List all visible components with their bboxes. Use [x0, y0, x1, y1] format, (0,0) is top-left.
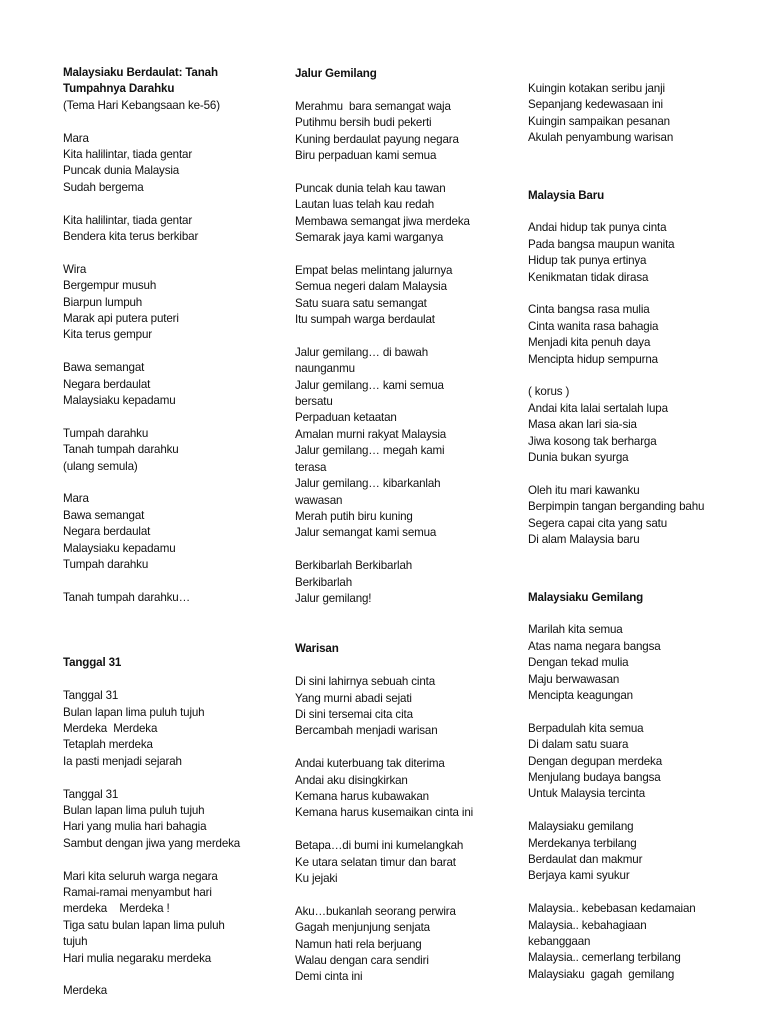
stanza [295, 674, 505, 740]
column-3 [528, 81, 748, 983]
stanza [63, 787, 278, 853]
lyric-line: Malaysiaku kepadamu [63, 394, 176, 408]
lyric-line: naunganmu [295, 362, 355, 376]
stanza [63, 869, 278, 967]
lyric-line: wawasan [295, 493, 343, 507]
song-spacer [528, 147, 748, 188]
stanza [63, 131, 278, 197]
lyric-line: Semarak jaya kami warganya [295, 231, 444, 245]
song-title [528, 590, 748, 606]
lyric-line: Sambut dengan jiwa yang merdeka [63, 836, 241, 850]
lyric-line: Untuk Malaysia tercinta [528, 787, 646, 801]
stanza [528, 622, 748, 704]
title-spacer [63, 114, 278, 130]
lyric-line: Jalur semangat kami semua [295, 526, 437, 540]
song-title [63, 65, 278, 98]
lyric-line: Gagah menjunjung senjata [295, 921, 430, 935]
lyric-line: Merdeka Merdeka [63, 721, 158, 735]
stanza [528, 384, 748, 466]
lyric-line: Mara [63, 131, 89, 145]
lyric-line: Tanah tumpah darahku… [63, 590, 191, 604]
lyric-line: Mari kita seluruh warga negara [63, 869, 218, 883]
lyric-line: Andai kita lalai sertalah lupa [528, 401, 668, 415]
song-title-line: Tanggal 31 [63, 656, 122, 670]
stanza [295, 99, 505, 165]
lyric-line: Membawa semangat jiwa merdeka [295, 214, 470, 228]
lyric-line: Empat belas melintang jalurnya [295, 263, 453, 277]
stanza [63, 590, 278, 606]
lyric-line: Dengan tekad mulia [528, 656, 629, 670]
lyric-line: Dengan degupan merdeka [528, 754, 662, 768]
lyric-line: Sudah bergema [63, 180, 144, 194]
song-title [63, 655, 278, 671]
stanza [528, 302, 748, 368]
lyric-line: Itu sumpah warga berdaulat [295, 313, 435, 327]
lyric-line: Betapa…di bumi ini kumelangkah [295, 839, 464, 853]
lyric-line: Perpaduan ketaatan [295, 411, 397, 425]
lyric-line: Bercambah menjadi warisan [295, 724, 438, 738]
lyric-line: bersatu [295, 395, 333, 409]
lyric-line: Jalur gemilang… megah kami [295, 444, 445, 458]
lyric-line: Hari mulia negaraku merdeka [63, 951, 212, 965]
lyric-line: Satu suara satu semangat [295, 296, 427, 310]
stanza [528, 901, 748, 983]
song-title-line: Malaysiaku Gemilang [528, 590, 644, 604]
stanza [528, 220, 748, 286]
song-malaysia-baru [528, 188, 748, 549]
lyric-line: Bulan lapan lima puluh tujuh [63, 705, 205, 719]
stanza [295, 756, 505, 822]
lyric-line: Di dalam satu suara [528, 738, 629, 752]
lyric-line: Ke utara selatan timur dan barat [295, 855, 456, 869]
lyric-line: Lautan luas telah kau redah [295, 198, 435, 212]
stanza [528, 81, 748, 147]
lyric-line: Berkibarlah [295, 575, 352, 589]
stanza [63, 360, 278, 409]
stanza [528, 721, 748, 803]
lyric-line: Jalur gemilang… kibarkanlah [295, 477, 441, 491]
lyric-line: Bawa semangat [63, 361, 145, 375]
stanza [63, 426, 278, 475]
stanza [63, 688, 278, 770]
column-2 [295, 66, 505, 986]
lyric-line: Bendera kita terus berkibar [63, 230, 199, 244]
lyric-line: Tetaplah merdeka [63, 738, 153, 752]
lyric-line: Jalur gemilang… kami semua [295, 378, 444, 392]
lyric-line: Berpimpin tangan berganding bahu [528, 500, 705, 514]
lyric-line: Maju berwawasan [528, 672, 620, 686]
stanza [63, 491, 278, 573]
lyric-line: Kuingin kotakan seribu janji [528, 82, 665, 95]
lyric-line: Menjulang budaya bangsa [528, 770, 661, 784]
lyric-line: Walau dengan cara sendiri [295, 953, 429, 967]
stanza [528, 483, 748, 549]
lyric-line: Di sini lahirnya sebuah cinta [295, 675, 436, 689]
lyric-line: Malaysia.. cemerlang terbilang [528, 951, 681, 965]
lyric-line: Kita halilintar, tiada gentar [63, 213, 193, 227]
stanza [295, 558, 505, 607]
lyric-line: Cinta wanita rasa bahagia [528, 319, 659, 333]
lyric-line: Andai hidup tak punya cinta [528, 221, 667, 235]
lyric-line: Kita halilintar, tiada gentar [63, 148, 193, 162]
lyric-line: Kuingin sampaikan pesanan [528, 114, 670, 128]
lyric-line: Tanggal 31 [63, 787, 119, 801]
lyric-line: Andai kuterbuang tak diterima [295, 757, 445, 771]
lyric-line: Bulan lapan lima puluh tujuh [63, 803, 205, 817]
lyric-line: Merahmu bara semangat waja [295, 99, 451, 113]
lyric-line: Pada bangsa maupun wanita [528, 237, 675, 251]
lyric-line: Andai aku disingkirkan [295, 773, 408, 787]
lyric-line: Putihmu bersih budi pekerti [295, 116, 432, 130]
lyric-line: Biarpun lumpuh [63, 295, 143, 309]
song-continued [528, 81, 748, 147]
song-title-line: Jalur Gemilang [295, 67, 377, 80]
lyric-line: (ulang semula) [63, 459, 138, 473]
song-title-line: Tumpahnya Darahku [63, 82, 175, 96]
stanza [295, 345, 505, 542]
lyric-line: Demi cinta ini [295, 970, 363, 984]
lyric-line: Hidup tak punya ertinya [528, 254, 647, 268]
lyric-line: Tanggal 31 [63, 689, 119, 703]
stanza [295, 181, 505, 247]
title-spacer [528, 204, 748, 220]
stanza [295, 904, 505, 986]
lyric-line: Kuning berdaulat payung negara [295, 132, 459, 146]
lyric-line: Berpadulah kita semua [528, 721, 644, 735]
title-spacer [295, 82, 505, 98]
lyric-line: Bawa semangat [63, 508, 145, 522]
lyric-line: Jalur gemilang! [295, 591, 372, 605]
lyric-line: Amalan murni rakyat Malaysia [295, 427, 447, 441]
stanza [295, 838, 505, 887]
lyric-line: Tanah tumpah darahku [63, 443, 179, 457]
lyric-line: Mencipta hidup sempurna [528, 352, 658, 366]
lyric-line: Merdekanya terbilang [528, 836, 637, 850]
lyric-line: Mara [63, 492, 89, 506]
lyric-line: Merah putih biru kuning [295, 509, 413, 523]
lyric-line: Kenikmatan tidak dirasa [528, 270, 649, 284]
lyric-line: Mencipta keagungan [528, 688, 633, 702]
lyric-line: Malaysiaku kepadamu [63, 541, 176, 555]
lyric-line: Merdeka [63, 984, 108, 998]
lyric-line: Namun hati rela berjuang [295, 937, 422, 951]
lyric-line: Masa akan lari sia-sia [528, 418, 637, 432]
lyric-line: Tiga satu bulan lapan lima puluh [63, 918, 225, 932]
lyric-line: Kemana harus kubawakan [295, 789, 429, 803]
song-jalur-gemilang [295, 66, 505, 607]
lyric-line: Cinta bangsa rasa mulia [528, 303, 650, 317]
lyric-line: Yang murni abadi sejati [295, 691, 412, 705]
lyric-line: Dunia bukan syurga [528, 451, 629, 465]
song-spacer [295, 607, 505, 641]
lyric-line: Di sini tersemai cita cita [295, 707, 413, 721]
lyric-line: Di alam Malaysia baru [528, 533, 640, 547]
lyric-line: Tumpah darahku [63, 558, 149, 572]
lyric-line: Puncak dunia Malaysia [63, 164, 180, 178]
song-title [295, 641, 505, 657]
lyric-line: Biru perpaduan kami semua [295, 149, 437, 163]
lyric-line: Malaysia.. kebebasan kedamaian [528, 902, 696, 916]
song-title [295, 66, 505, 82]
song-malaysiaku-gemilang [528, 590, 748, 984]
lyric-line: Marilah kita semua [528, 623, 623, 637]
lyric-line: Ramai-ramai menyambut hari [63, 885, 212, 899]
lyric-line: ( korus ) [528, 385, 570, 399]
lyric-line: Akulah penyambung warisan [528, 131, 674, 145]
lyric-line: Berkibarlah Berkibarlah [295, 559, 413, 573]
title-spacer [295, 658, 505, 674]
song-subtitle: (Tema Hari Kebangsaan ke-56) [63, 98, 220, 112]
lyric-line: Jalur gemilang… di bawah [295, 345, 429, 359]
lyric-line: Segera capai cita yang satu [528, 516, 668, 530]
lyric-line: Malaysiaku gemilang [528, 820, 634, 834]
song-tanggal-31 [63, 655, 278, 999]
lyric-line: Kemana harus kusemaikan cinta ini [295, 806, 474, 820]
lyric-line: tujuh [63, 935, 88, 949]
lyric-line: Semua negeri dalam Malaysia [295, 280, 447, 294]
lyric-line: Berdaulat dan makmur [528, 852, 643, 866]
title-spacer [528, 606, 748, 622]
song-title-line: Malaysia Baru [528, 188, 605, 202]
lyric-line: Sepanjang kedewasaan ini [528, 98, 663, 112]
lyric-line: Puncak dunia telah kau tawan [295, 181, 446, 195]
lyric-line: Malaysiaku gagah gemilang [528, 967, 675, 981]
song-spacer [528, 549, 748, 590]
lyric-line: Aku…bukanlah seorang perwira [295, 904, 456, 918]
song-title-line: Malaysiaku Berdaulat: Tanah [63, 66, 218, 79]
lyric-line: Berjaya kami syukur [528, 869, 630, 883]
lyric-line: Tumpah darahku [63, 426, 149, 440]
lyric-line: Hari yang mulia hari bahagia [63, 820, 207, 834]
lyric-line: kebanggaan [528, 934, 591, 948]
lyric-line: Atas nama negara bangsa [528, 639, 661, 653]
lyric-line: Wira [63, 262, 87, 276]
song-title-line: Warisan [295, 642, 339, 656]
song-title [528, 188, 748, 204]
lyric-line: Ku jejaki [295, 871, 338, 885]
lyric-line: terasa [295, 460, 327, 474]
stanza [528, 819, 748, 885]
lyric-line: Oleh itu mari kawanku [528, 483, 640, 497]
song-spacer [63, 606, 278, 655]
song-malaysiaku-berdaulat-tanah-tumpahnya-darahku [63, 65, 278, 606]
lyric-line: merdeka Merdeka ! [63, 902, 170, 916]
stanza [295, 263, 505, 329]
title-spacer [63, 672, 278, 688]
lyric-line: Menjadi kita penuh daya [528, 336, 651, 350]
lyric-line: Marak api putera puteri [63, 312, 179, 326]
lyric-line: Jiwa kosong tak berharga [528, 434, 657, 448]
column-1 [63, 65, 278, 1000]
lyric-line: Ia pasti menjadi sejarah [63, 754, 182, 768]
lyric-line: Negara berdaulat [63, 377, 151, 391]
lyric-line: Malaysia.. kebahagiaan [528, 918, 647, 932]
song-warisan [295, 641, 505, 985]
lyric-line: Bergempur musuh [63, 279, 157, 293]
lyric-line: Negara berdaulat [63, 525, 151, 539]
lyric-line: Kita terus gempur [63, 328, 152, 342]
stanza [63, 262, 278, 344]
stanza [63, 983, 278, 999]
stanza [63, 213, 278, 246]
